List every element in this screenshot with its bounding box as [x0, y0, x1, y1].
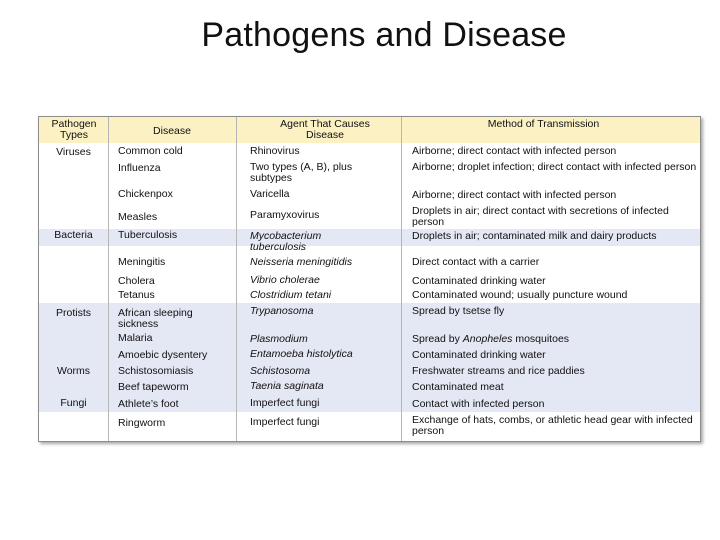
header-disease: Disease — [153, 125, 191, 137]
method-cell: Spread by tsetse fly — [412, 305, 505, 317]
agent-cell: Two types (A, B), plus subtypes — [250, 161, 353, 184]
column-divider — [108, 117, 109, 441]
agent-cell: Clostridium tetani — [250, 289, 332, 301]
method-cell: Contaminated meat — [412, 381, 504, 393]
method-cell — [412, 334, 569, 345]
agent-cell: Mycobacterium tuberculosis — [250, 230, 322, 253]
method-text: Spread by — [412, 333, 463, 345]
disease-cell: Malaria — [118, 332, 153, 344]
column-divider — [236, 117, 237, 441]
method-cell: Airborne; direct contact with infected person — [412, 145, 617, 157]
disease-cell: Influenza — [118, 162, 161, 174]
agent-cell: Schistosoma — [250, 365, 311, 377]
disease-cell: Schistosomiasis — [118, 365, 194, 377]
agent-cell: Rhinovirus — [250, 145, 300, 157]
header-agent: Agent That Causes Disease — [280, 118, 370, 141]
disease-cell: Athlete’s foot — [118, 398, 179, 410]
method-cell: Airborne; direct contact with infected person — [412, 189, 617, 201]
disease-cell: Chickenpox — [118, 188, 173, 200]
agent-cell: Imperfect fungi — [250, 416, 320, 428]
method-cell: Contaminated drinking water — [412, 349, 546, 361]
method-cell: Direct contact with a carrier — [412, 256, 540, 268]
page-title: Pathogens and Disease — [201, 16, 567, 54]
pathogen-type-bacteria: Bacteria — [54, 229, 93, 241]
method-cell: Freshwater streams and rice paddies — [412, 365, 585, 377]
pathogen-type-worms: Worms — [56, 365, 91, 377]
disease-cell: Beef tapeworm — [118, 381, 189, 393]
pathogen-type-fungi: Fungi — [60, 397, 87, 409]
disease-cell: Amoebic dysentery — [118, 349, 208, 361]
disease-cell: Cholera — [118, 275, 155, 287]
disease-cell: Ringworm — [118, 417, 166, 429]
column-divider — [401, 117, 402, 441]
method-cell: Contact with infected person — [412, 398, 545, 410]
pathogen-type-protists: Protists — [55, 307, 91, 319]
header-method: Method of Transmission — [487, 118, 600, 130]
disease-cell: African sleeping sickness — [118, 307, 193, 330]
agent-cell: Plasmodium — [250, 333, 308, 345]
method-cell: Droplets in air; direct contact with secretions of infected person — [412, 205, 669, 228]
pathogen-type-viruses: Viruses — [56, 146, 91, 158]
disease-cell: Meningitis — [118, 256, 166, 268]
agent-cell: Taenia saginata — [250, 380, 324, 392]
method-text: mosquitoes — [512, 333, 570, 345]
agent-cell: Paramyxovirus — [250, 209, 320, 221]
method-text-italic: Anopheles — [462, 333, 513, 345]
header-pathogen-types: Pathogen Types — [51, 118, 97, 141]
pathogens-table — [38, 116, 701, 442]
method-cell: Contaminated drinking water — [412, 275, 546, 287]
disease-cell: Tetanus — [118, 289, 155, 301]
agent-cell: Trypanosoma — [250, 305, 314, 317]
method-cell: Contaminated wound; usually puncture wound — [412, 289, 628, 301]
agent-cell: Varicella — [250, 188, 290, 200]
agent-cell: Vibrio cholerae — [250, 274, 320, 286]
agent-cell: Entamoeba histolytica — [250, 348, 353, 360]
method-cell: Droplets in air; contaminated milk and dairy products — [412, 230, 657, 242]
disease-cell: Common cold — [118, 145, 183, 157]
disease-cell: Measles — [118, 211, 158, 223]
agent-cell: Imperfect fungi — [250, 397, 320, 409]
agent-cell: Neisseria meningitidis — [250, 256, 353, 268]
method-cell: Airborne; droplet infection; direct contact with infected person — [412, 161, 697, 173]
disease-cell: Tuberculosis — [118, 229, 178, 241]
method-cell: Exchange of hats, combs, or athletic head gear with infected person — [412, 414, 693, 437]
